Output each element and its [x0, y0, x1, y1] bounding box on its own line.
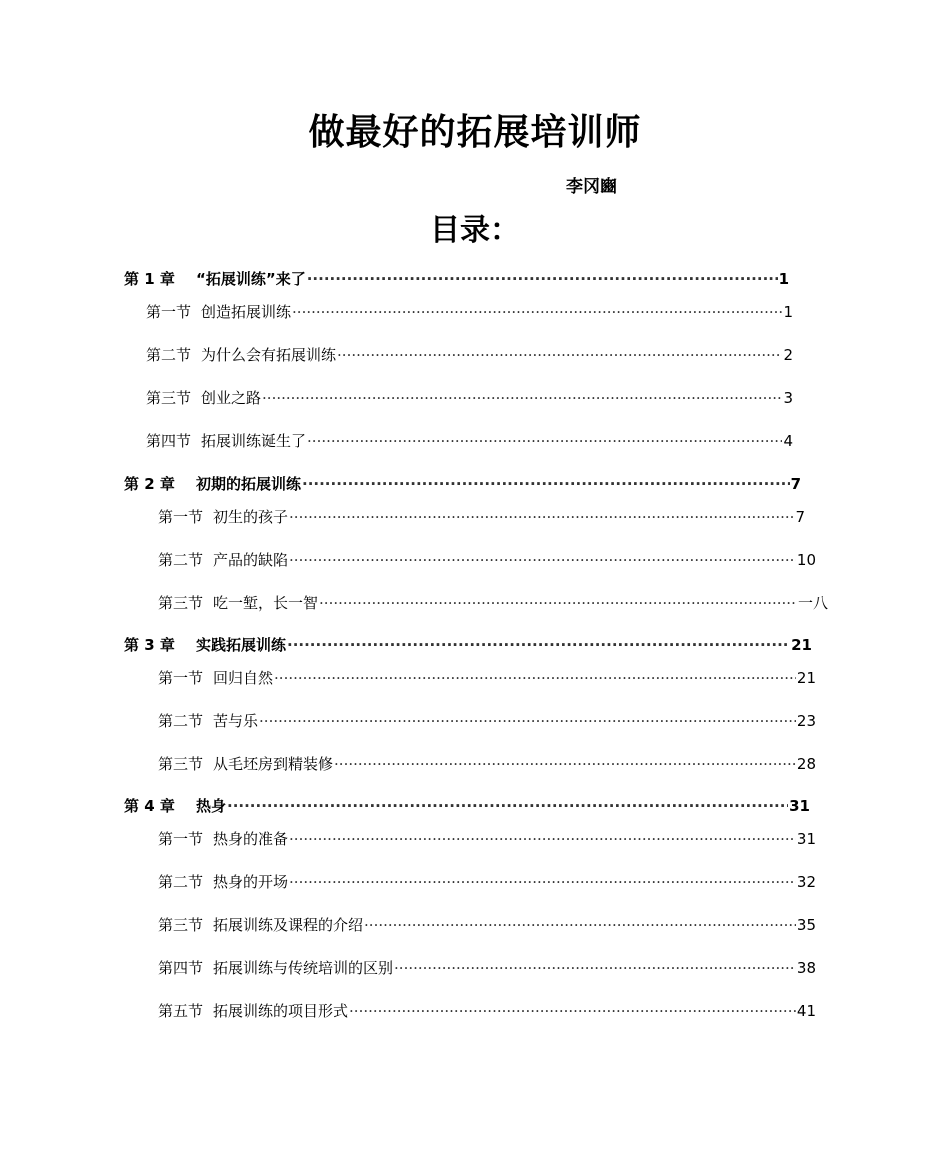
toc-entry-label — [146, 345, 336, 365]
page-number: 7 — [790, 475, 801, 493]
section-number: 第一节 — [158, 508, 204, 526]
toc-entry-label — [158, 550, 288, 570]
dot-leader — [307, 269, 778, 289]
section-number: 第三节 — [158, 594, 204, 612]
chapter-number: 第 4 章 — [124, 797, 175, 815]
section-number: 第二节 — [146, 346, 192, 364]
toc-entry-label — [146, 431, 306, 451]
section-title: 初生的孩子 — [213, 508, 289, 526]
author-name: 李冈豳 — [566, 177, 617, 197]
dot-leader — [287, 635, 790, 655]
toc-entry-label — [124, 474, 301, 494]
page-number: 38 — [796, 959, 816, 977]
page-number: 21 — [791, 636, 812, 654]
toc-section-entry[interactable] — [158, 1001, 816, 1021]
toc-section-entry[interactable] — [146, 345, 793, 365]
toc-section-entry[interactable] — [158, 872, 816, 892]
page-number: 10 — [796, 551, 816, 569]
toc-section-entry[interactable] — [146, 431, 793, 451]
chapter-title: 实践拓展训练 — [196, 636, 287, 654]
section-title: 回归自然 — [213, 669, 274, 687]
page-number: 23 — [796, 712, 816, 730]
section-title: 热身的准备 — [213, 830, 289, 848]
toc-chapter-entry[interactable] — [124, 474, 801, 494]
section-number: 第四节 — [158, 959, 204, 977]
section-number: 第三节 — [158, 916, 204, 934]
toc-section-entry[interactable] — [158, 550, 816, 570]
toc-entry-label — [158, 829, 288, 849]
toc-entry-label — [158, 507, 288, 527]
toc-section-entry[interactable] — [158, 507, 805, 527]
page-number: 31 — [796, 830, 816, 848]
chapter-number: 第 3 章 — [124, 636, 175, 654]
page-number: 21 — [796, 669, 816, 687]
page-number: 32 — [796, 873, 816, 891]
section-title: 创造拓展训练 — [201, 303, 292, 321]
chapter-title: 热身 — [196, 797, 227, 815]
chapter-title: “拓展训练”来了 — [196, 270, 306, 288]
section-title: 产品的缺陷 — [213, 551, 289, 569]
section-number: 第三节 — [158, 755, 204, 773]
toc-entry-label — [146, 388, 261, 408]
document-title: 做最好的拓展培训师 — [308, 111, 642, 153]
toc-chapter-entry[interactable] — [124, 796, 810, 816]
dot-leader — [289, 550, 796, 570]
toc-entry-label — [158, 1001, 348, 1021]
toc-section-entry[interactable] — [158, 711, 816, 731]
section-title: 热身的开场 — [213, 873, 289, 891]
chapter-number: 第 2 章 — [124, 475, 175, 493]
section-title: 拓展训练与传统培训的区别 — [213, 959, 394, 977]
section-title: 从毛坯房到精装修 — [213, 755, 334, 773]
dot-leader — [349, 1001, 796, 1021]
toc-entry-label — [158, 958, 393, 978]
toc-entry-label — [158, 711, 258, 731]
toc-section-entry[interactable] — [158, 915, 816, 935]
toc-chapter-entry[interactable] — [124, 269, 789, 289]
section-number: 第四节 — [146, 432, 192, 450]
dot-leader — [394, 958, 796, 978]
toc-entry-label — [124, 796, 226, 816]
section-number: 第二节 — [158, 551, 204, 569]
page-number: 4 — [783, 432, 793, 450]
page-number: 2 — [783, 346, 793, 364]
toc-section-entry[interactable] — [146, 302, 793, 322]
section-number: 第三节 — [146, 389, 192, 407]
dot-leader — [227, 796, 788, 816]
toc-entry-label — [158, 872, 288, 892]
section-number: 第二节 — [158, 873, 204, 891]
section-title: 创业之路 — [201, 389, 262, 407]
toc-section-entry[interactable] — [158, 593, 828, 613]
page-number: 28 — [796, 755, 816, 773]
section-title: 吃一堑，长一智 — [213, 594, 319, 612]
chapter-number: 第 1 章 — [124, 270, 175, 288]
dot-leader — [334, 754, 796, 774]
section-number: 第一节 — [158, 830, 204, 848]
toc-entry-label — [124, 635, 286, 655]
dot-leader — [364, 915, 796, 935]
toc-entry-label — [158, 754, 333, 774]
toc-entry-label — [158, 668, 273, 688]
section-number: 第五节 — [158, 1002, 204, 1020]
page-number: 41 — [796, 1002, 816, 1020]
section-title: 拓展训练诞生了 — [201, 432, 307, 450]
chapter-title: 初期的拓展训练 — [196, 475, 302, 493]
page-number: 3 — [783, 389, 793, 407]
toc-chapter-entry[interactable] — [124, 635, 812, 655]
dot-leader — [259, 711, 796, 731]
dot-leader — [289, 872, 796, 892]
toc-heading: 目录： — [430, 213, 520, 248]
page-number: 35 — [796, 916, 816, 934]
section-title: 为什么会有拓展训练 — [201, 346, 337, 364]
dot-leader — [289, 829, 796, 849]
section-title: 拓展训练的项目形式 — [213, 1002, 349, 1020]
toc-entry-label — [146, 302, 291, 322]
toc-entry-label — [124, 269, 306, 289]
section-title: 拓展训练及课程的介绍 — [213, 916, 364, 934]
toc-section-entry[interactable] — [146, 388, 793, 408]
toc-section-entry[interactable] — [158, 668, 816, 688]
toc-section-entry[interactable] — [158, 958, 816, 978]
section-number: 第一节 — [146, 303, 192, 321]
page-number: 一八 — [797, 594, 828, 612]
page-number: 1 — [778, 270, 789, 288]
section-number: 第二节 — [158, 712, 204, 730]
toc-section-entry[interactable] — [158, 754, 816, 774]
page-number: 7 — [795, 508, 805, 526]
dot-leader — [262, 388, 782, 408]
dot-leader — [307, 431, 782, 451]
dot-leader — [319, 593, 797, 613]
dot-leader — [337, 345, 782, 365]
dot-leader — [274, 668, 796, 688]
page-number: 31 — [789, 797, 810, 815]
section-title: 苦与乐 — [213, 712, 259, 730]
toc-entry-label — [158, 593, 318, 613]
page-number: 1 — [783, 303, 793, 321]
section-number: 第一节 — [158, 669, 204, 687]
dot-leader — [302, 474, 790, 494]
dot-leader — [289, 507, 794, 527]
dot-leader — [292, 302, 782, 322]
toc-section-entry[interactable] — [158, 829, 816, 849]
toc-entry-label — [158, 915, 363, 935]
